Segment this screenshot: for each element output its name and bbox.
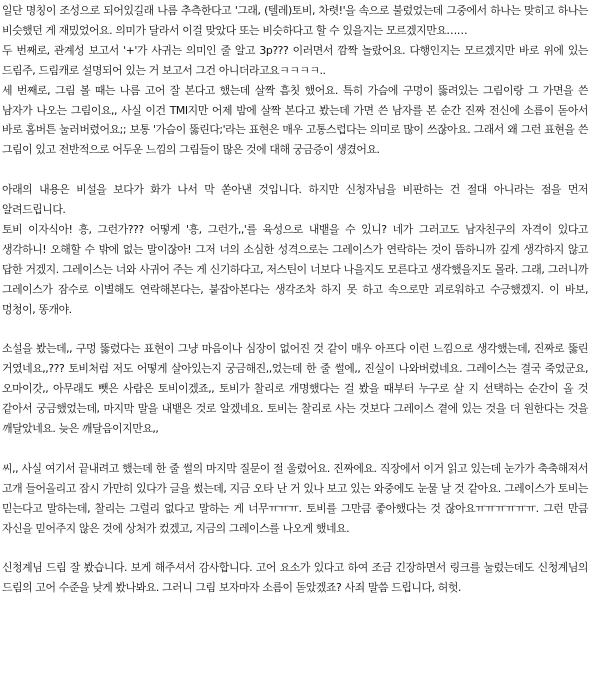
document-body [2, 1, 588, 598]
paragraph-closing-thanks: 신청계님 드림 잘 봤습니다. 보게 해주셔서 감사합니다. 고어 요소가 있다고 하여 조금 긴장하면서 링크를 눌렀는데도 신청계님의 드림의 고어 수준을 낮게 봤나봐요. 그러니 그림 보자마자 소름이 돋았겠죠? 사죄 말씀 드립니다, 허헛. [2, 561, 588, 595]
paragraph-disclaimer: 아래의 내용은 비설을 보다가 화가 나서 막 쏟아낸 것입니다. 하지만 신청자님을 비판하는 건 절대 아니라는 점을 먼저 알려드립니다. [2, 183, 588, 217]
paragraph-toby-rant: 토비 이자식아! 흥, 그런가??? 어떻게 '흥, 그런가,,'를 육성으로 내뱉을 수 있니? 네가 그러고도 남자친구의 자격이 있다고 생각하니! 오해할 수 밖에 없는 말이잖아! 그저 너의 소심한 성격으로는 그레이스가 연락하는 것이 뜸하니까 깊게 생각하지 않고 답한 거겠지. 그레이스는 너와 사귀어 주는 게 신기하다고, 저스틴이 너보다 나을지도 모른다고 생각했을지도 몰라. 그래, 그러니까 그레이스가 잠수로 이별해도 연락해본다는, 붙잡아본다는 생각조차 하지 못 하고 속으로만 괴로워하고 수긍했겠지. 이 바보, 멍청이, 똥개야. [2, 222, 588, 316]
paragraph-novel-reaction: 소설을 봤는데,, 구멍 뚫렸다는 표현이 그냥 마음이나 심장이 없어진 것 같이 매우 아프다 이런 느낌으로 생각했는데, 진짜로 뚫린 거였네요,,??? 토비처럼 저도 어떻게 살아있는지 궁금해진,,었는데 한 줄 썰에,, 진실이 나와버렸네요. 그레이스는 결국 죽었군요, 오마이갓,, 아무래도 뺏은 사람은 토비이겠죠,, 토비가 찰리로 개명했다는 걸 봤을 때부터 누구로 살 지 선택하는 순간이 올 것 같아서 궁금했었는데, 마지막 말을 내뱉은 것로 알겠네요. 토비는 찰리로 사는 것보다 그레이스 곁에 있는 것을 더 원한다는 것을 깨달았네요. 늦은 깨달음이지만요,, [2, 342, 588, 435]
paragraph-relationship-report: 두 번째로, 관계성 보고서 '+'가 사귀는 의미인 줄 알고 3p??? 이러면서 깜짝 놀랐어요. 다행인지는 모르겠지만 바로 위에 있는 드림주, 드림캐로 설명되어 있는 거 보고서 그건 아니더라고요ㅋㅋㅋㅋ.. [2, 43, 588, 77]
paragraph-name-guess: 일단 명칭이 조성으로 되어있길래 나름 추측한다고 '그래, (텔레)토비, 차렷!'을 속으로 불렀었는데 그중에서 하나는 맞히고 하나는 비슷했던 게 재밌었어요. 의미가 달라서 이걸 맞았다 또는 비슷하다고 할 수 있을지는 모르겠지만요…… [2, 4, 588, 37]
paragraph-last-question: 씨,, 사실 여기서 끝내려고 했는데 한 줄 썰의 마지막 질문이 절 울렸어요. 진짜에요. 직장에서 이거 읽고 있는데 눈가가 축축해져서 고개 들어올리고 잠시 가만히 있다가 글을 썼는데, 지금 오타 난 거 있나 보고 있는 와중에도 눈물 날 것 같아요. 그레이스가 토비는 믿는다고 말하는데, 찰리는 그럴리 없다고 말하는 게 너무ㅠㅠㅠ. 토비를 그만큼 좋아했다는 것 잖아요ㅠㅠㅠㅠㅠㅠ. 그런 만큼 자신을 믿어주지 않은 것에 상처가 컸겠고, 지금의 그레이스를 나오게 했네요. [2, 461, 588, 535]
paragraph-gore-illustrations: 세 번째로, 그림 볼 때는 나름 고어 잘 본다고 했는데 살짝 흠칫 했어요. 특히 가슴에 구멍이 뚫려있는 그림이랑 그 가면을 쓴 남자가 나오는 그림이요,, 사실 이건 TMI지만 어제 밤에 살짝 본다고 봤는데 가면 쓴 남자를 본 순간 진짜 전신에 소름이 돋아서 바로 홈버튼 눌러버렸어요;; 보통 '가슴이 뚫린다;'라는 표현은 매우 고통스럽다는 의미로 많이 쓰잖아요. 그래서 왜 그런 표현을 쓴 그림이 있고 전반적으로 어두운 느낌의 그림들이 많은 것에 대해 궁금증이 생겼어요. [2, 83, 588, 157]
paragraph-spacer [2, 439, 588, 459]
paragraph-spacer [2, 160, 588, 180]
paragraph-spacer [2, 538, 588, 558]
paragraph-spacer [2, 319, 588, 339]
